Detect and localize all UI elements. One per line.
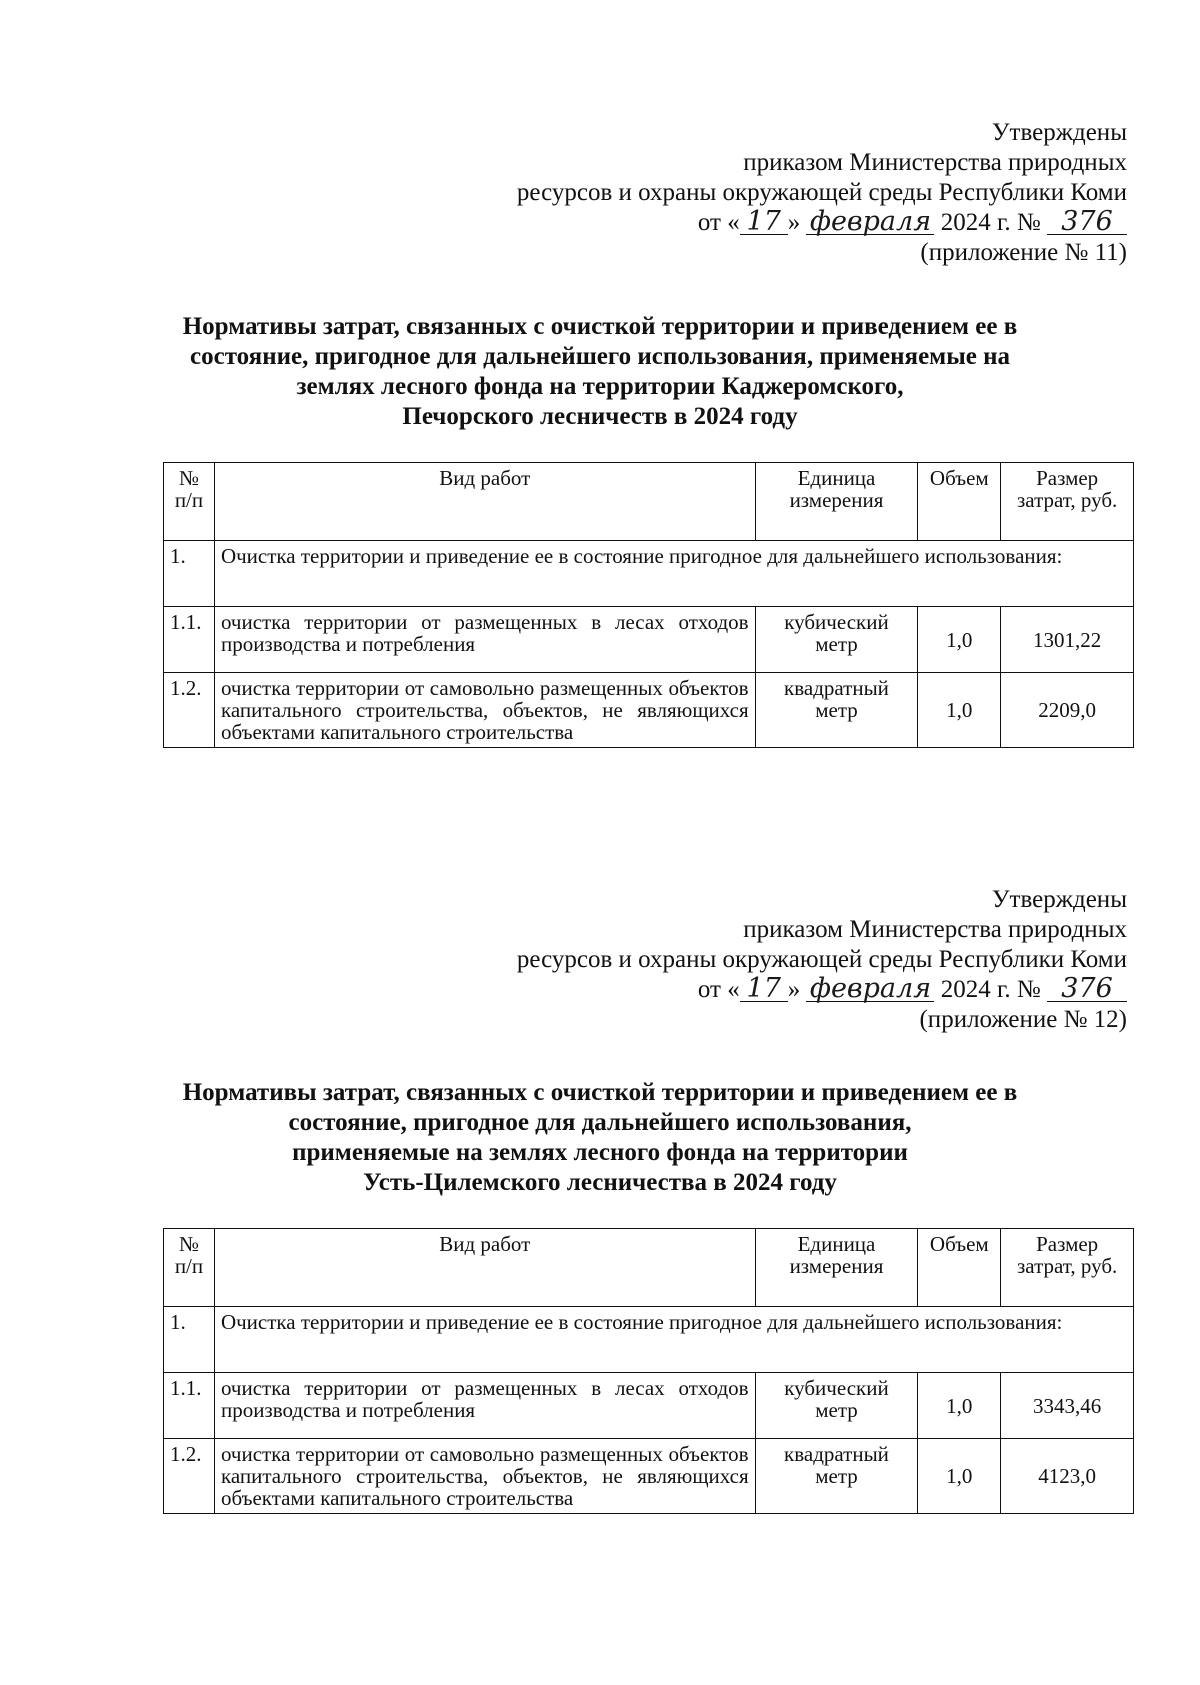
approval-block-2 xyxy=(517,885,1127,1035)
row-unit: квадратный метр xyxy=(755,673,918,748)
header-unit: Единица измерения xyxy=(755,463,918,541)
approval-ministry-cont: ресурсов и охраны окружающей среды Республики Коми xyxy=(516,179,1127,206)
row-num: 1. xyxy=(164,1307,215,1373)
date-prefix: от « xyxy=(697,976,740,1003)
title-line: состояние, пригодное для дальнейшего использования, xyxy=(288,1109,912,1136)
row-cost: 3343,46 xyxy=(1001,1373,1134,1439)
approval-date xyxy=(517,975,1127,1005)
date-mid: » xyxy=(787,209,801,236)
norms-table-2 xyxy=(163,1228,1134,1514)
header-work: Вид работ xyxy=(214,1229,755,1307)
header-unit: Единица измерения xyxy=(755,1229,918,1307)
row-num: 1.2. xyxy=(164,673,215,748)
title-line: Нормативы затрат, связанных с очисткой территории и приведением ее в xyxy=(182,313,1018,340)
title-line: Усть-Цилемского лесничества в 2024 году xyxy=(363,1169,837,1196)
handwritten-order-number: 376 xyxy=(1047,977,1127,1002)
title-line: Нормативы затрат, связанных с очисткой территории и приведением ее в xyxy=(182,1079,1018,1106)
group-description: Очистка территории и приведение ее в состояние пригодное для дальнейшего использования: xyxy=(214,1307,1133,1373)
row-work: очистка территории от самовольно размещенных объектов капитального строительства, объектов, не являющихся объектами капитального строительства xyxy=(214,673,755,748)
table-row xyxy=(164,607,1134,673)
header-volume: Объем xyxy=(918,463,1001,541)
table-header-row xyxy=(164,1229,1134,1307)
row-work: очистка территории от размещенных в лесах отходов производства и потребления xyxy=(214,607,755,673)
row-num: 1.1. xyxy=(164,1373,215,1439)
year-text: 2024 г. № xyxy=(940,976,1041,1003)
row-cost: 4123,0 xyxy=(1001,1439,1134,1514)
row-unit: кубический метр xyxy=(755,607,918,673)
table-row xyxy=(164,673,1134,748)
header-num: № п/п xyxy=(164,463,215,541)
handwritten-month: февраля xyxy=(806,977,934,1002)
document-title-1 xyxy=(130,312,1070,432)
handwritten-order-number: 376 xyxy=(1047,210,1127,235)
table-row xyxy=(164,541,1134,607)
approval-date xyxy=(517,208,1127,238)
appendix-label: (приложение № 12) xyxy=(919,1006,1127,1033)
title-line: состояние, пригодное для дальнейшего использования, применяемые на xyxy=(190,343,1010,370)
table-row xyxy=(164,1307,1134,1373)
appendix-label: (приложение № 11) xyxy=(920,239,1127,266)
header-num: № п/п xyxy=(164,1229,215,1307)
row-num: 1.1. xyxy=(164,607,215,673)
approval-ministry: приказом Министерства природных xyxy=(743,916,1127,943)
approval-block-1 xyxy=(517,118,1127,268)
row-num: 1.2. xyxy=(164,1439,215,1514)
approval-heading: Утверждены xyxy=(991,119,1127,146)
row-unit: квадратный метр xyxy=(755,1439,918,1514)
title-line: землях лесного фонда на территории Каджеромского, xyxy=(296,373,904,400)
table-header-row xyxy=(164,463,1134,541)
handwritten-day: 17 xyxy=(740,210,788,235)
date-mid: » xyxy=(787,976,801,1003)
row-num: 1. xyxy=(164,541,215,607)
row-cost: 2209,0 xyxy=(1001,673,1134,748)
approval-ministry: приказом Министерства природных xyxy=(743,149,1127,176)
header-cost: Размер затрат, руб. xyxy=(1001,1229,1134,1307)
norms-table-1 xyxy=(163,462,1134,748)
date-prefix: от « xyxy=(697,209,740,236)
document-title-2 xyxy=(130,1078,1070,1198)
header-work: Вид работ xyxy=(214,463,755,541)
approval-ministry-cont: ресурсов и охраны окружающей среды Республики Коми xyxy=(516,946,1127,973)
row-volume: 1,0 xyxy=(918,1373,1001,1439)
year-text: 2024 г. № xyxy=(940,209,1041,236)
header-cost: Размер затрат, руб. xyxy=(1001,463,1134,541)
row-volume: 1,0 xyxy=(918,607,1001,673)
row-work: очистка территории от размещенных в лесах отходов производства и потребления xyxy=(214,1373,755,1439)
approval-heading: Утверждены xyxy=(991,886,1127,913)
group-description: Очистка территории и приведение ее в состояние пригодное для дальнейшего использования: xyxy=(214,541,1133,607)
handwritten-day: 17 xyxy=(740,977,788,1002)
table-row xyxy=(164,1373,1134,1439)
row-cost: 1301,22 xyxy=(1001,607,1134,673)
handwritten-month: февраля xyxy=(806,210,934,235)
title-line: Печорского лесничеств в 2024 году xyxy=(402,403,798,430)
row-unit: кубический метр xyxy=(755,1373,918,1439)
table-row xyxy=(164,1439,1134,1514)
header-volume: Объем xyxy=(918,1229,1001,1307)
title-line: применяемые на землях лесного фонда на территории xyxy=(292,1139,908,1166)
row-work: очистка территории от самовольно размещенных объектов капитального строительства, объектов, не являющихся объектами капитального строительства xyxy=(214,1439,755,1514)
row-volume: 1,0 xyxy=(918,1439,1001,1514)
row-volume: 1,0 xyxy=(918,673,1001,748)
